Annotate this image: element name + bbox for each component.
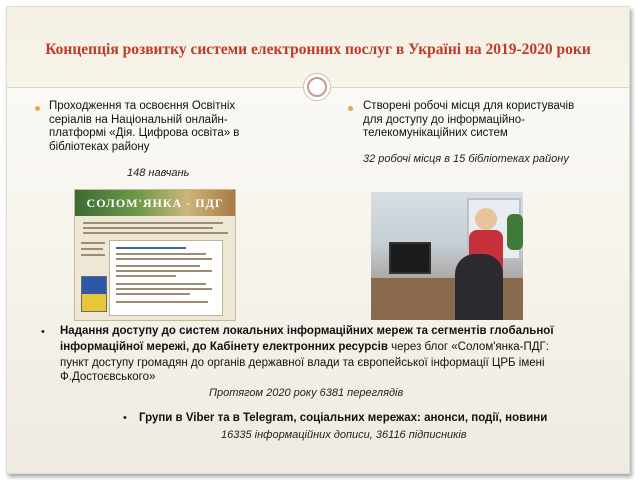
right-bullet-text [363, 100, 574, 141]
blog-book-cover [81, 276, 107, 312]
blog-text-line [116, 258, 212, 260]
left-bullet-text [49, 100, 239, 154]
access-line-3: пункт доступу громадян до органів державної влади та європейської інформації ЦРБ імені [60, 357, 545, 369]
access-bold-line-2: інформаційної мережі, до Кабінету електронних ресурсів [60, 341, 388, 353]
groups-stat: 16335 інформаційних дописи, 36116 підписників [221, 429, 467, 441]
photo-plant [507, 214, 523, 250]
left-line-3: платформі «Дія. Цифрова освіта» в [49, 127, 240, 139]
right-stat: 32 робочі місця в 15 бібліотеках району [363, 153, 569, 165]
blog-text-line [116, 270, 212, 272]
right-line-2: для доступу до інформаційно- [363, 113, 525, 126]
blog-text-line [116, 265, 200, 267]
blog-banner [75, 190, 235, 216]
slide-title: Концепція розвитку системи електронних послуг в Україні на 2019-2020 роки [45, 41, 591, 58]
right-line-3: телекомунікаційних систем [363, 127, 508, 139]
access-line-2 [60, 341, 549, 353]
blog-screenshot-image [74, 189, 236, 321]
ring-ornament-icon [303, 73, 331, 101]
blog-text-line [83, 222, 223, 224]
bullet-dot-icon [35, 106, 40, 111]
blog-text-line [83, 227, 213, 229]
access-bullet: • [41, 326, 45, 338]
access-stat: Протягом 2020 року 6381 переглядів [209, 387, 404, 399]
blog-text-line [81, 242, 105, 244]
left-line-1: Проходження та освоєння Освітніх [49, 100, 236, 112]
blog-post-card [109, 240, 223, 316]
blog-text-line [83, 232, 228, 234]
blog-text-line [116, 288, 212, 290]
blog-text-line [116, 253, 206, 255]
access-bold-line-1: Надання доступу до систем локальних інформаційних мереж та сегментів глобальної [60, 325, 554, 337]
blog-text-line [116, 301, 208, 303]
photo-person-seated [455, 254, 503, 320]
left-line-2: серіалів на Національній онлайн- [49, 113, 228, 126]
blog-text-line [116, 247, 186, 249]
blog-text-line [116, 293, 190, 295]
left-line-4: бібліотеках району [49, 140, 150, 153]
blog-text-line [116, 283, 206, 285]
bullet-dot-icon [348, 106, 353, 111]
blog-title: СОЛОМ'ЯНКА - ПДГ [86, 196, 224, 210]
access-line-4: Ф.Достоєвського» [60, 371, 156, 383]
slide [6, 6, 630, 474]
access-line-2-rest: через блог «Солом'янка-ПДГ: [387, 341, 549, 353]
left-stat: 148 навчань [127, 167, 190, 179]
photo-monitor [389, 242, 431, 274]
right-line-1: Створені робочі місця для користувачів [363, 100, 575, 112]
photo-person-standing [475, 208, 497, 230]
groups-text: Групи в Viber та в Telegram, соціальних мережах: анонси, події, новини [139, 412, 548, 424]
blog-text-line [81, 254, 105, 256]
blog-text-line [116, 275, 176, 277]
library-workstation-photo [371, 192, 523, 320]
groups-bullet: • [123, 412, 127, 424]
blog-text-line [81, 248, 103, 250]
